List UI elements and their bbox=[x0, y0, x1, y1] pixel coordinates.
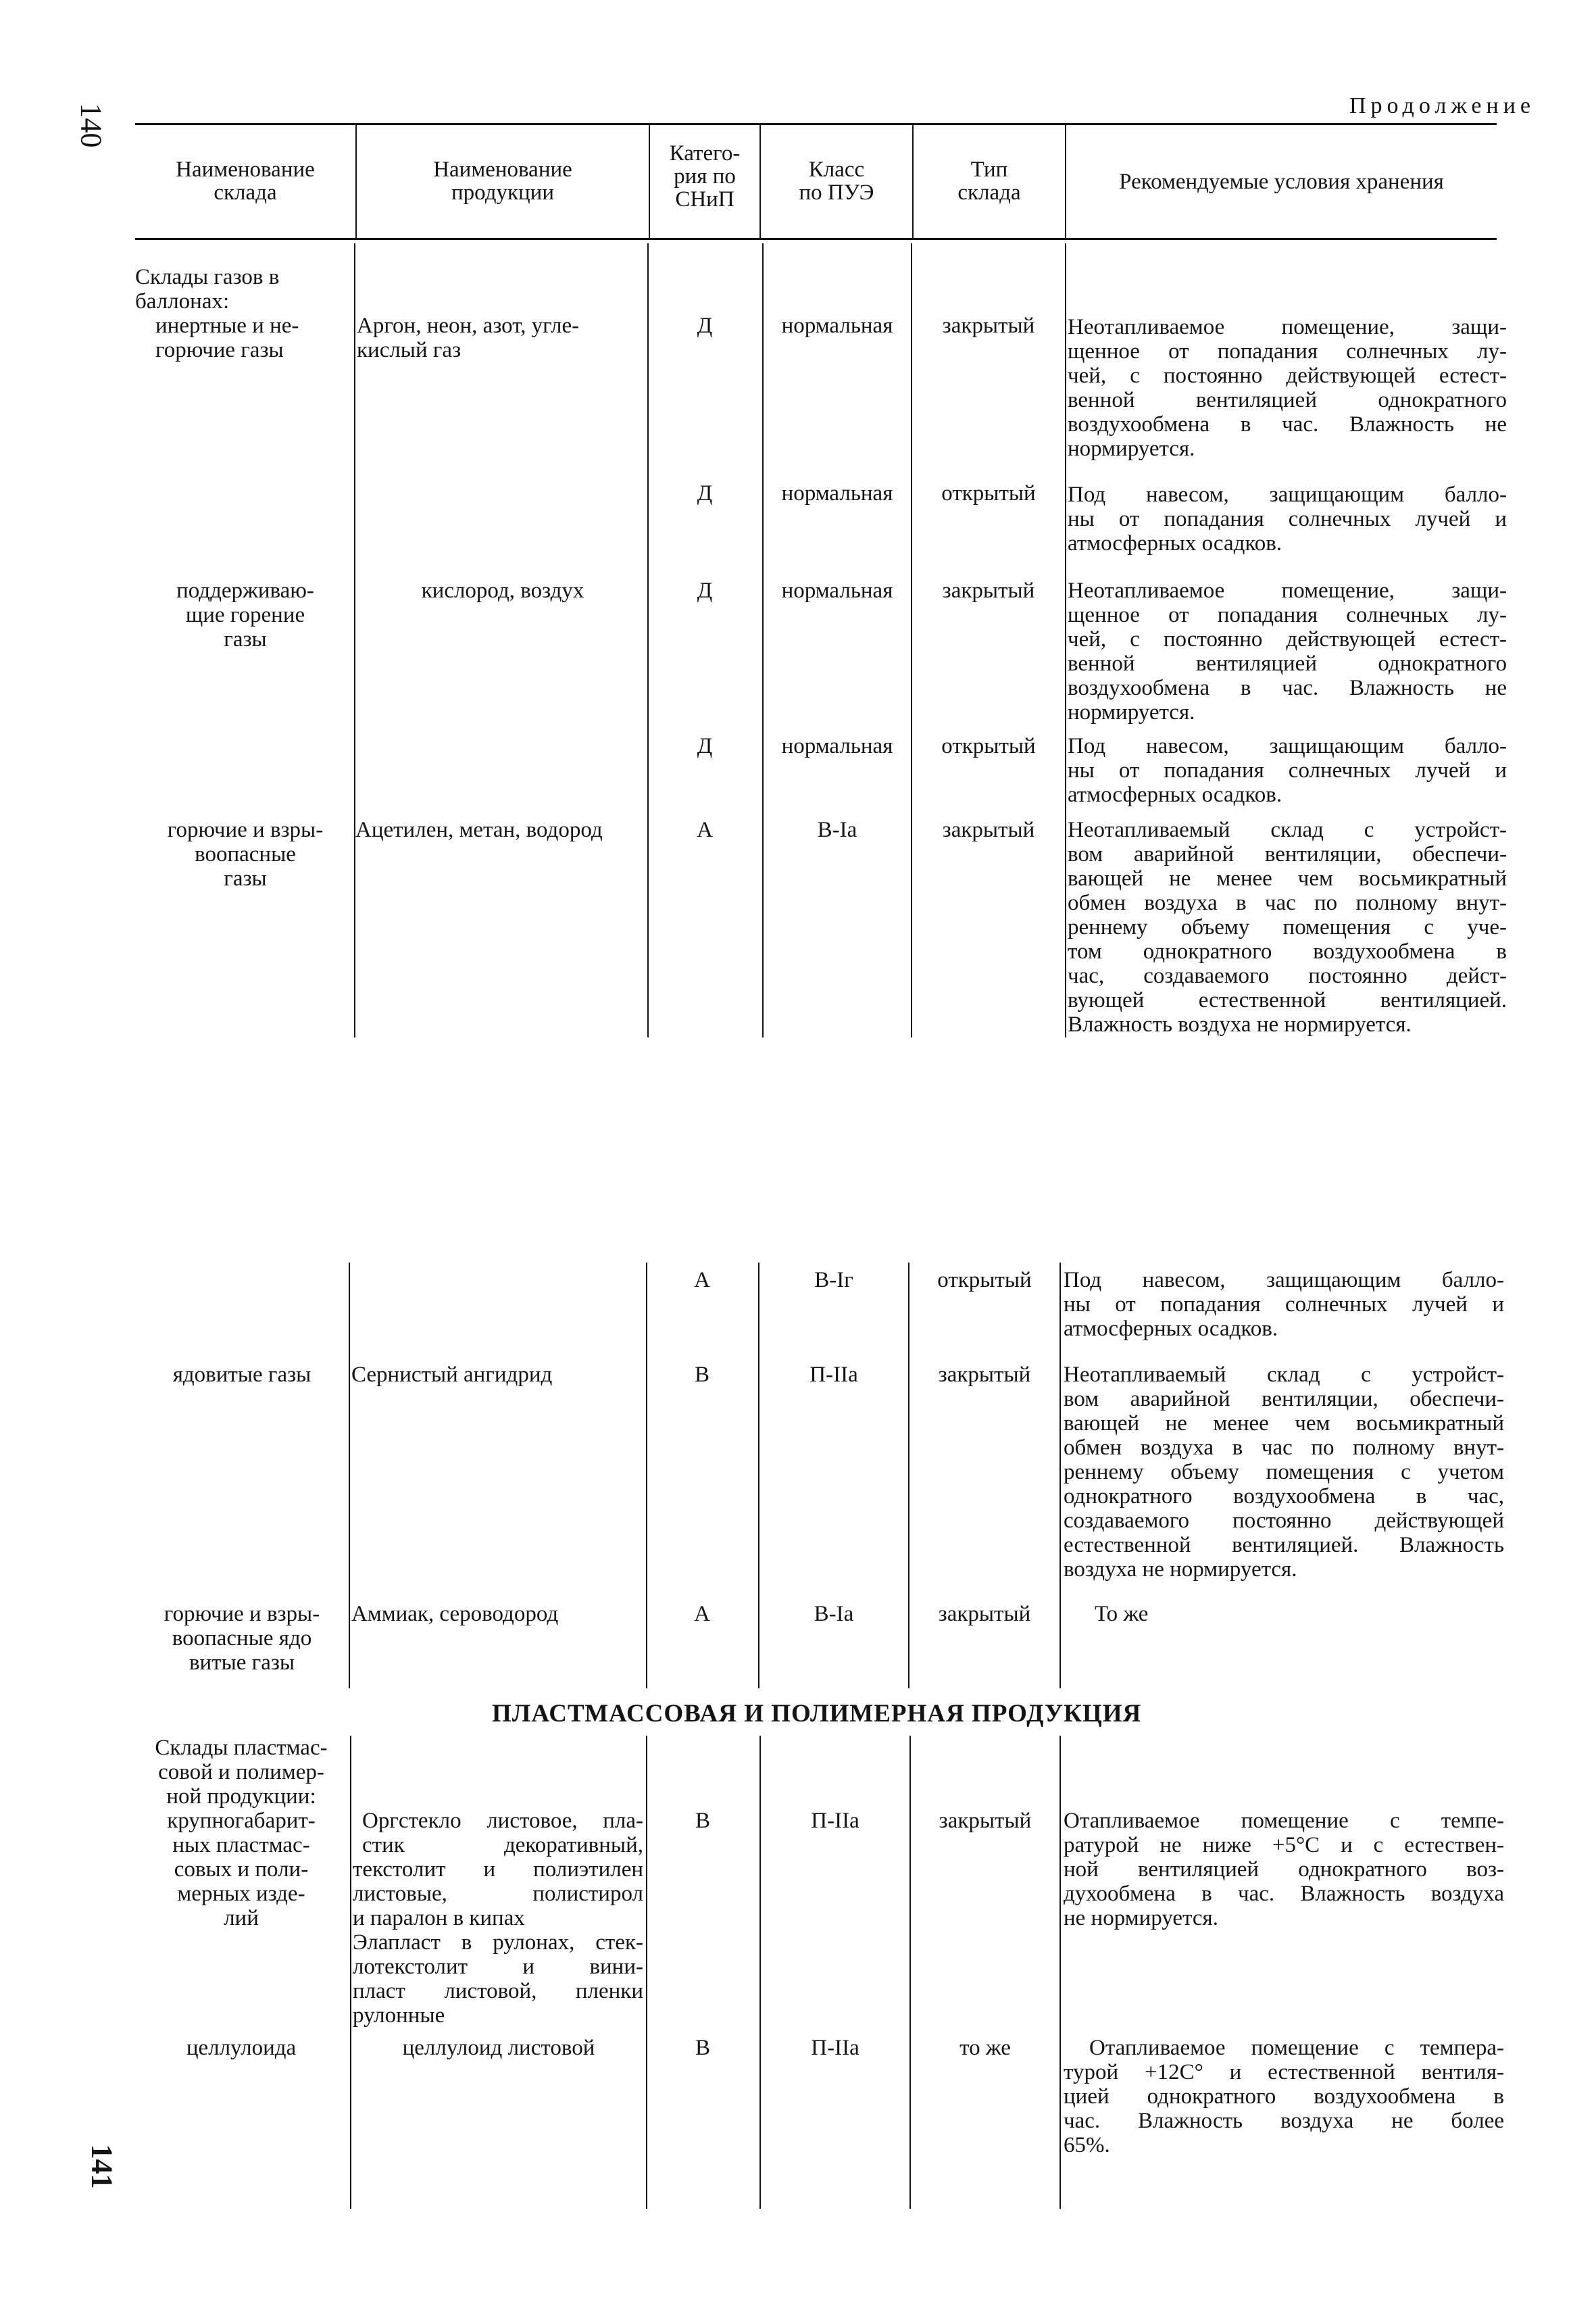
storage-type: закрытый bbox=[939, 1809, 1032, 1833]
category: А bbox=[697, 818, 713, 842]
class: нормальная bbox=[781, 579, 893, 603]
storage-name: горючие и взры- воопасные ядо витые газы bbox=[164, 1602, 320, 1675]
storage-type: то же bbox=[959, 2036, 1011, 2060]
storage-type: закрытый bbox=[942, 579, 1035, 603]
page-number-bottom: 141 bbox=[85, 2144, 119, 2189]
header-bottom-rule bbox=[135, 238, 1497, 240]
storage-type: закрытый bbox=[942, 314, 1035, 338]
category: А bbox=[694, 1268, 710, 1292]
header-type: Тип склада bbox=[957, 157, 1021, 205]
storage-conditions: Неотапливаемое помещение, защи- щенное от попадания солнечных лу- чей, с постоянно действующей естест- венной вентиляцией однократного воздухообмена в час. Влажность не нормируется. bbox=[1068, 579, 1507, 725]
storage-conditions: Неотапливаемый склад с устройст- вом аварийной вентиляции, обеспечи- вающей не менее чем восьмикратный обмен воздуха в час по полному внут- реннему объему помещения с учетом однократного воздухообмена в час, создаваемого постоянно действующей естественной вентиляцией. Влажность воздуха не нормируется. bbox=[1064, 1363, 1504, 1582]
class: нормальная bbox=[781, 314, 893, 338]
header-class: Класс по ПУЭ bbox=[799, 157, 874, 205]
class: нормальная bbox=[781, 481, 893, 506]
header-storage-name: Наименование склада bbox=[176, 157, 315, 205]
storage-conditions: Под навесом, защищающим балло- ны от попадания солнечных лучей и атмосферных осадков. bbox=[1068, 483, 1507, 556]
storage-name: ядовитые газы bbox=[172, 1363, 311, 1387]
class: В-Iг bbox=[814, 1268, 853, 1292]
product-name: целлулоид листовой bbox=[402, 2036, 595, 2060]
storage-conditions: Под навесом, защищающим балло- ны от попадания солнечных лучей и атмосферных осадков. bbox=[1064, 1268, 1504, 1341]
category: Д bbox=[697, 314, 713, 338]
category: В bbox=[695, 2036, 710, 2060]
header-product-name: Наименование продукции bbox=[433, 157, 572, 205]
col-sep bbox=[1059, 1736, 1061, 2209]
storage-name: Склады газов в баллонах: инертные и не- горючие газы bbox=[135, 265, 299, 362]
storage-conditions: Неотапливаемый склад с устройст- вом аварийной вентиляции, обеспечи- вающей не менее чем восьмикратный обмен воздуха в час по полному внут- реннему объему помещения с уче- том однократного воздухообмена в час, создаваемого постоянно дейст- вующей естественной вентиляцией. Влажность воздуха не нормируется. bbox=[1068, 818, 1507, 1037]
storage-conditions: Неотапливаемое помещение, защи- щенное от попадания солнечных лу- чей, с постоянно действующей естест- венной вентиляцией однократного воздухообмена в час. Влажность не нормируется. bbox=[1068, 315, 1507, 461]
header-top-rule bbox=[135, 123, 1497, 125]
col-sep bbox=[349, 1263, 350, 1688]
storage-conditions: Отапливаемое помещение с темпе- ратурой не ниже +5°С и с естествен- ной вентиляцией однократного воз- духообмена в час. Влажность воздуха не нормируется. bbox=[1064, 1809, 1504, 1930]
category: В bbox=[695, 1809, 710, 1833]
product-name: кислород, воздух bbox=[421, 579, 584, 603]
col-sep bbox=[646, 1736, 647, 2209]
col-sep bbox=[1059, 1263, 1061, 1688]
storage-conditions: То же bbox=[1095, 1602, 1149, 1626]
category: Д bbox=[697, 734, 713, 758]
product-name: Аргон, неон, азот, угле- кислый газ bbox=[357, 314, 580, 362]
class: В-Iа bbox=[817, 818, 857, 842]
product-name: Сернистый ангидрид bbox=[351, 1363, 553, 1387]
storage-type: закрытый bbox=[938, 1602, 1031, 1626]
class: П-IIа bbox=[809, 1363, 858, 1387]
storage-name: поддерживаю- щие горение газы bbox=[176, 579, 314, 652]
category: А bbox=[694, 1602, 710, 1626]
storage-conditions: Под навесом, защищающим балло- ны от попадания солнечных лучей и атмосферных осадков. bbox=[1068, 734, 1507, 807]
running-head: Продолжение bbox=[1349, 93, 1535, 118]
col-sep bbox=[350, 1736, 351, 2209]
product-name: Ацетилен, метан, водород bbox=[355, 818, 603, 842]
product-name: Оргстекло листовое, пла- стик декоративный, текстолит и полиэтилен листовые, полистирол и паралон в кипах Элапласт в рулонах, стек- лотекстолит и вини- пласт листовой, пленки рулонные bbox=[353, 1809, 643, 2028]
storage-name: горючие и взры- воопасные газы bbox=[167, 818, 324, 891]
section-title: ПЛАСТМАССОВАЯ И ПОЛИМЕРНАЯ ПРОДУКЦИЯ bbox=[485, 1699, 1148, 1728]
col-sep bbox=[911, 243, 912, 1037]
col-sep bbox=[1065, 243, 1066, 1037]
header-category: Катего- рия по СНиП bbox=[669, 141, 741, 212]
category: Д bbox=[697, 481, 713, 506]
header-conditions: Рекомендуемые условия хранения bbox=[1119, 170, 1444, 194]
col-sep bbox=[909, 1736, 911, 2209]
storage-name: Склады пластмас- совой и полимер- ной продукции: крупногабарит- ных пластмас- совых и поли- мерных изде- лий bbox=[155, 1736, 328, 1930]
storage-type: открытый bbox=[941, 481, 1036, 506]
class: П-IIа bbox=[811, 1809, 859, 1833]
storage-type: закрытый bbox=[938, 1363, 1031, 1387]
page-number-top: 140 bbox=[74, 103, 108, 148]
col-sep bbox=[762, 243, 764, 1037]
category: Д bbox=[697, 579, 713, 603]
class: нормальная bbox=[781, 734, 893, 758]
category: В bbox=[694, 1363, 709, 1387]
storage-type: открытый bbox=[937, 1268, 1032, 1292]
storage-type: открытый bbox=[941, 734, 1036, 758]
storage-type: закрытый bbox=[942, 818, 1035, 842]
storage-conditions: Отапливаемое помещение с темпера- турой +12С° и естественной вентиля- цией однократного воздухообмена в час. Влажность воздуха не более 65%. bbox=[1064, 2036, 1504, 2157]
storage-name: целлулоида bbox=[186, 2036, 297, 2060]
class: П-IIа bbox=[811, 2036, 859, 2060]
col-sep bbox=[759, 1736, 761, 2209]
product-name: Аммиак, сероводород bbox=[351, 1602, 559, 1626]
col-sep bbox=[647, 243, 649, 1037]
class: В-Iа bbox=[814, 1602, 854, 1626]
